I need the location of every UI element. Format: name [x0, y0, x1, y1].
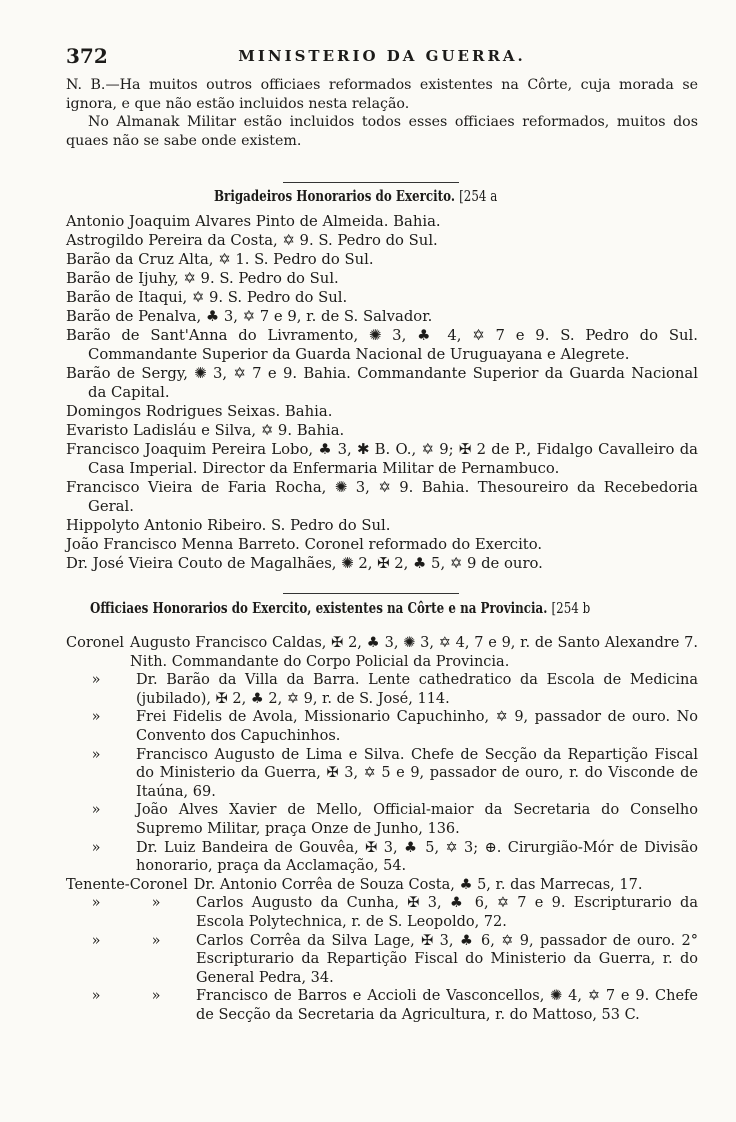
table-row: [66, 671, 698, 708]
list-item: Carlos Corrêa da Silva Lage, ✠ 3, ♣ 6, ✡ 9, passador de ouro. 2° Escripturario da Repartição Fiscal do Ministerio da Guerra, r. do General Pedra, 34.: [196, 932, 698, 986]
list-item: Dr. Barão da Villa da Barra. Lente cathedratico da Escola de Medicina (jubilado), ✠ 2, ♣ 2, ✡ 9, r. de S. José, 114.: [136, 672, 698, 707]
officiaes-ref: [254 b: [551, 601, 591, 617]
ditto-mark: »: [91, 709, 101, 726]
list-item: Dr. Antonio Corrêa de Souza Costa, ♣ 5, r. das Marrecas, 17.: [193, 876, 643, 893]
list-item: Antonio Joaquim Alvares Pinto de Almeida. Bahia.: [66, 213, 441, 230]
brigadeiros-title: Brigadeiros Honorarios do Exercito.: [214, 188, 456, 205]
brigadeiros-ref: [254 a: [459, 189, 498, 205]
section-divider: [283, 182, 459, 183]
officiaes-list: [66, 634, 698, 1024]
note-paragraph-1: N. B.—Ha muitos outros officiaes reformados existentes na Côrte, cuja morada se ignora, e que não estão incluidos nesta relação.: [66, 77, 698, 112]
list-item: Domingos Rodrigues Seixas. Bahia.: [66, 403, 333, 420]
list-item: Astrogildo Pereira da Costa, ✡ 9. S. Pedro do Sul.: [66, 232, 438, 249]
section-divider: [283, 593, 459, 594]
table-row: [66, 801, 698, 838]
ditto-mark: »: [91, 746, 101, 763]
page-number: 372: [66, 44, 108, 68]
table-row: [66, 876, 698, 895]
list-item: Augusto Francisco Caldas, ✠ 2, ♣ 3, ✺ 3, ✡ 4, 7 e 9, r. de Santo Alexandre 7. Nith. Commandante do Corpo Policial da Provincia.: [130, 635, 698, 670]
list-item: Barão de Sant'Anna do Livramento, ✺ 3, ♣ 4, ✡ 7 e 9. S. Pedro do Sul. Commandante Superior da Guarda Nacional de Uruguayana e Alegrete.: [66, 327, 698, 363]
table-row: [66, 839, 698, 876]
ditto-mark: »: [91, 895, 101, 912]
ditto-mark: »: [151, 988, 161, 1005]
list-item: Hippolyto Antonio Ribeiro. S. Pedro do Sul.: [66, 517, 391, 534]
officiaes-section-title: [90, 600, 590, 617]
table-row: [66, 746, 698, 802]
rank-label: Tenente-Coronel: [66, 876, 188, 893]
list-item: Dr. José Vieira Couto de Magalhães, ✺ 2, ✠ 2, ♣ 5, ✡ 9 de ouro.: [66, 555, 543, 572]
list-item: Francisco Augusto de Lima e Silva. Chefe de Secção da Repartição Fiscal do Ministerio da Guerra, ✠ 3, ✡ 5 e 9, passador de ouro, r. do Visconde de Itaúna, 69.: [136, 746, 698, 800]
brigadeiros-section-title: [214, 188, 497, 205]
list-item: Francisco de Barros e Accioli de Vasconcellos, ✺ 4, ✡ 7 e 9. Chefe de Secção da Secretaria da Agricultura, r. do Mattoso, 53 C.: [196, 988, 698, 1023]
list-item: Barão de Itaqui, ✡ 9. S. Pedro do Sul.: [66, 289, 348, 306]
brigadeiros-list: [66, 212, 698, 573]
list-item: Barão da Cruz Alta, ✡ 1. S. Pedro do Sul.: [66, 251, 374, 268]
list-item: Evaristo Ladisláu e Silva, ✡ 9. Bahia.: [66, 422, 345, 439]
running-title: MINISTERIO DA GUERRA.: [238, 47, 526, 65]
list-item: Barão de Ijuhy, ✡ 9. S. Pedro do Sul.: [66, 270, 339, 287]
list-item: João Alves Xavier de Mello, Official-maior da Secretaria do Conselho Supremo Militar, praça Onze de Junho, 136.: [136, 802, 698, 837]
list-item: Dr. Luiz Bandeira de Gouvêa, ✠ 3, ♣ 5, ✡ 3; ⊕. Cirurgião-Mór de Divisão honorario, praça da Acclamação, 54.: [136, 839, 698, 875]
ditto-mark: »: [91, 988, 101, 1005]
note-block: [66, 76, 698, 150]
table-row: [66, 932, 698, 988]
list-item: Francisco Vieira de Faria Rocha, ✺ 3, ✡ 9. Bahia. Thesoureiro da Recebedoria Geral.: [66, 479, 698, 515]
officiaes-title: Officiaes Honorarios do Exercito, existentes na Côrte e na Provincia.: [90, 600, 548, 617]
rank-label: Coronel: [66, 635, 125, 651]
ditto-mark: »: [151, 932, 161, 949]
list-item: Barão de Penalva, ♣ 3, ✡ 7 e 9, r. de S. Salvador.: [66, 308, 433, 325]
list-item: João Francisco Menna Barreto. Coronel reformado do Exercito.: [66, 536, 543, 553]
list-item: Frei Fidelis de Avola, Missionario Capuchinho, ✡ 9, passador de ouro. No Convento dos Capuchinhos.: [136, 709, 698, 744]
ditto-mark: »: [91, 839, 101, 856]
table-row: [66, 634, 698, 671]
note-paragraph-2: No Almanak Militar estão incluidos todos esses officiaes reformados, muitos dos quaes não se sabe onde existem.: [66, 114, 698, 149]
ditto-mark: »: [91, 672, 101, 689]
list-item: Francisco Joaquim Pereira Lobo, ♣ 3, ✱ B. O., ✡ 9; ✠ 2 de P., Fidalgo Cavalleiro da Casa Imperial. Director da Enfermaria Militar de Pernambuco.: [66, 441, 698, 477]
table-row: [66, 987, 698, 1024]
ditto-mark: »: [91, 932, 101, 949]
page-header: [66, 44, 698, 70]
list-item: Carlos Augusto da Cunha, ✠ 3, ♣ 6, ✡ 7 e 9. Escripturario da Escola Polytechnica, r. de S. Leopoldo, 72.: [196, 895, 698, 930]
ditto-mark: »: [91, 802, 101, 819]
table-row: [66, 894, 698, 931]
ditto-mark: »: [151, 895, 161, 912]
list-item: Barão de Sergy, ✺ 3, ✡ 7 e 9. Bahia. Commandante Superior da Guarda Nacional da Capital.: [66, 365, 698, 401]
table-row: [66, 708, 698, 745]
